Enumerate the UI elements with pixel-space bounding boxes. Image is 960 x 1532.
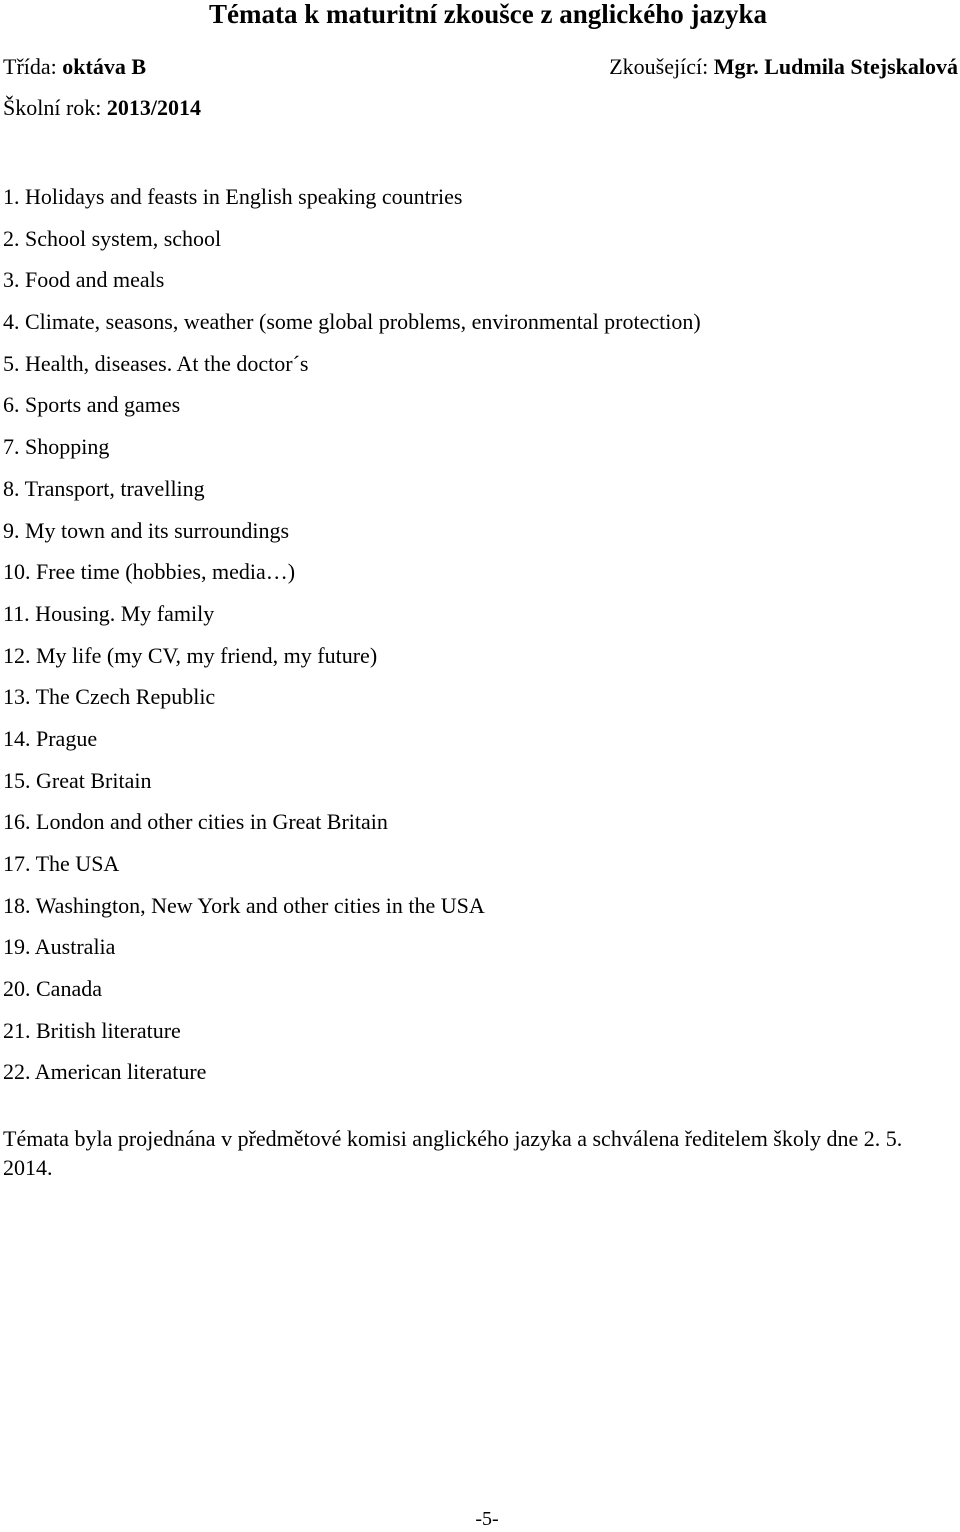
topic-item: 10. Free time (hobbies, media…)	[3, 559, 296, 585]
topic-item: 11. Housing. My family	[3, 600, 215, 626]
page-number: -5-	[475, 1508, 499, 1530]
topic-item: 17. The USA	[3, 851, 120, 876]
topic-item: 9. My town and its surroundings	[3, 517, 289, 543]
approval-note: Témata byla projednána v předmětové komisi anglického jazyka a schválena ředitelem školy dne 2. 5. 2014.	[3, 1126, 903, 1180]
topic-item: 16. London and other cities in Great Britain	[3, 809, 388, 835]
school-year-value: 2013/2014	[106, 95, 202, 120]
school-year-info	[3, 93, 201, 123]
topic-item: 19. Australia	[3, 934, 116, 960]
examiner-info	[609, 52, 958, 82]
topic-item: 8. Transport, travelling	[3, 475, 205, 501]
class-info	[3, 52, 146, 82]
topic-item: 3. Food and meals	[3, 267, 165, 293]
topic-item: 18. Washington, New York and other cities in the USA	[3, 892, 485, 918]
topic-item: 15. Great Britain	[3, 767, 152, 793]
topic-item: 4. Climate, seasons, weather (some global problems, environmental protection)	[3, 309, 701, 335]
class-value: oktáva B	[62, 54, 147, 79]
topic-item: 22. American literature	[3, 1059, 207, 1085]
topic-item: 21. British literature	[3, 1017, 181, 1043]
topic-item: 20. Canada	[3, 976, 102, 1002]
topic-item: 2. School system, school	[3, 225, 222, 251]
examiner-value: Mgr. Ludmila Stejskalová	[713, 54, 958, 79]
topic-list	[3, 182, 701, 1099]
topic-item: 6. Sports and games	[3, 392, 181, 418]
examiner-label: Zkoušející:	[609, 54, 714, 79]
topic-item: 13. The Czech Republic	[3, 684, 216, 710]
document-title: Témata k maturitní zkoušce z anglického jazyka	[209, 0, 767, 29]
topic-item: 14. Prague	[3, 725, 98, 751]
class-label: Třída:	[3, 54, 63, 79]
topic-item: 1. Holidays and feasts in English speaking countries	[3, 184, 463, 209]
school-year-label: Školní rok:	[3, 95, 107, 120]
topic-item: 7. Shopping	[3, 434, 110, 460]
topic-item: 12. My life (my CV, my friend, my future)	[3, 642, 378, 668]
topic-item: 5. Health, diseases. At the doctor´s	[3, 350, 309, 376]
